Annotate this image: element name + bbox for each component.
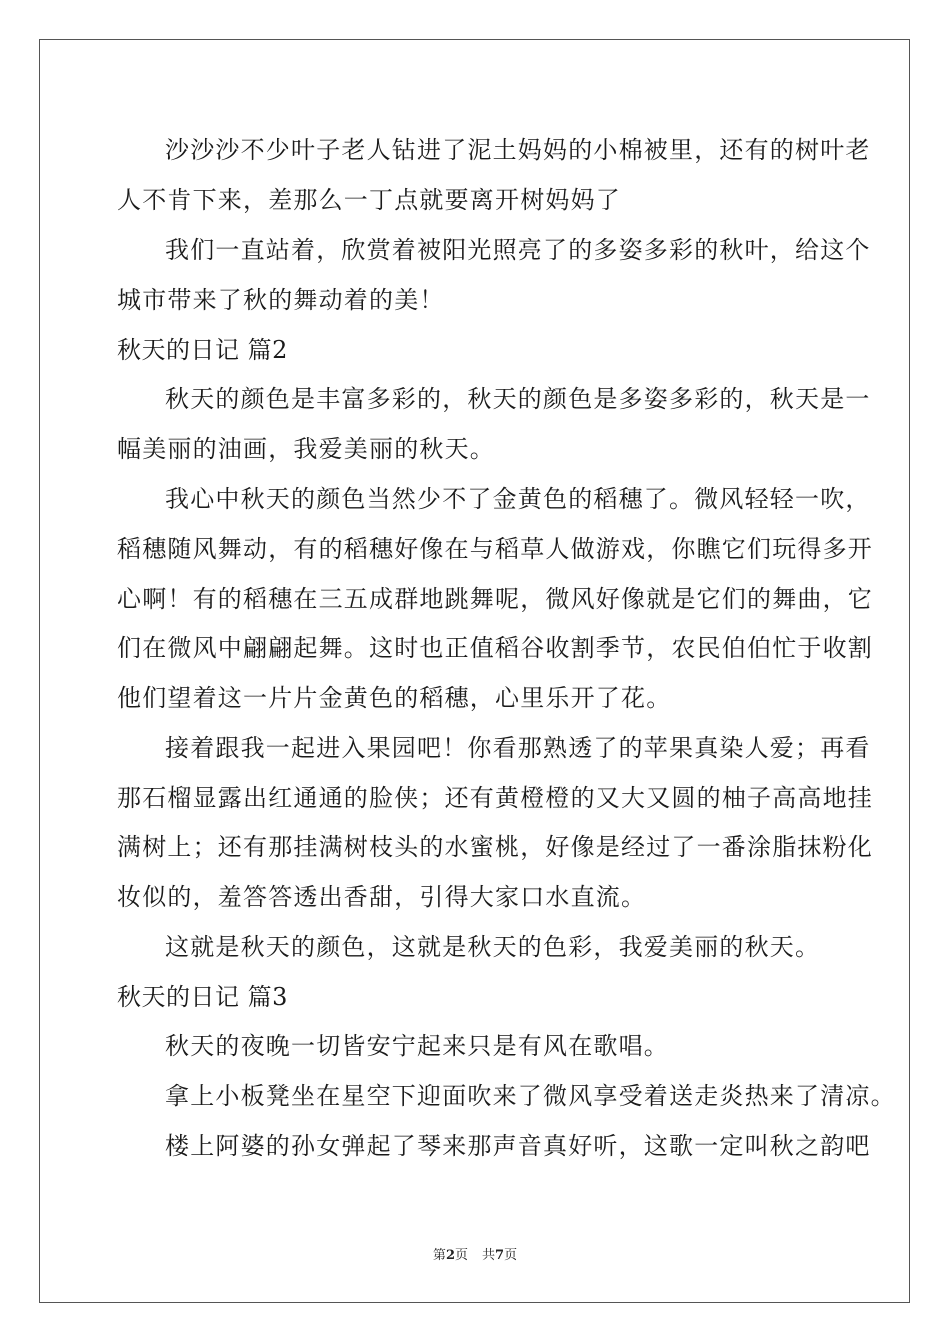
current-page-number: 2: [445, 1248, 455, 1263]
paragraph-line: 心啊！有的稻穗在三五成群地跳舞呢，微风好像就是它们的舞曲，它: [117, 585, 873, 613]
paragraph-line: 城市带来了秋的舞动着的美！: [117, 286, 445, 314]
total-suffix: 页: [504, 1248, 518, 1263]
section-heading: 秋天的日记 篇2: [117, 336, 288, 364]
paragraph-line: 他们望着这一片片金黄色的稻穗，心里乐开了花。: [117, 684, 672, 712]
paragraph-line: 秋天的颜色是丰富多彩的，秋天的颜色是多姿多彩的，秋天是一: [165, 385, 871, 413]
total-page-count: 7: [495, 1248, 505, 1263]
paragraph-line: 我们一直站着，欣赏着被阳光照亮了的多姿多彩的秋叶，给这个: [165, 236, 871, 264]
page-prefix: 第: [432, 1248, 446, 1263]
paragraph-line: 满树上；还有那挂满树枝头的水蜜桃，好像是经过了一番涂脂抹粉化: [117, 833, 873, 861]
paragraph-line: 这就是秋天的颜色，这就是秋天的色彩，我爱美丽的秋天。: [165, 933, 821, 961]
paragraph-line: 秋天的夜晚一切皆安宁起来只是有风在歌唱。: [165, 1032, 669, 1060]
section-heading: 秋天的日记 篇3: [117, 983, 288, 1011]
paragraph-line: 接着跟我一起进入果园吧！你看那熟透了的苹果真染人爱；再看: [165, 734, 871, 762]
paragraph-line: 沙沙沙不少叶子老人钻进了泥土妈妈的小棉被里，还有的树叶老: [165, 136, 871, 164]
paragraph-line: 幅美丽的油画，我爱美丽的秋天。: [117, 435, 495, 463]
page-footer: [0, 1248, 950, 1264]
total-prefix: 共: [482, 1248, 496, 1263]
page-border: [39, 39, 910, 1303]
paragraph-line: 人不肯下来，差那么一丁点就要离开树妈妈了: [117, 186, 621, 214]
paragraph-line: 拿上小板凳坐在星空下迎面吹来了微风享受着送走炎热来了清凉。: [165, 1082, 896, 1110]
paragraph-line: 妆似的，羞答答透出香甜，引得大家口水直流。: [117, 883, 647, 911]
paragraph-line: 楼上阿婆的孙女弹起了琴来那声音真好听，这歌一定叫秋之韵吧: [165, 1132, 871, 1160]
paragraph-line: 我心中秋天的颜色当然少不了金黄色的稻穗了。微风轻轻一吹，: [165, 485, 871, 513]
paragraph-line: 那石榴显露出红通通的脸侠；还有黄橙橙的又大又圆的柚子高高地挂: [117, 784, 873, 812]
paragraph-line: 们在微风中翩翩起舞。这时也正值稻谷收割季节，农民伯伯忙于收割: [117, 634, 873, 662]
paragraph-line: 稻穗随风舞动，有的稻穗好像在与稻草人做游戏，你瞧它们玩得多开: [117, 535, 873, 563]
page-suffix: 页: [454, 1248, 468, 1263]
